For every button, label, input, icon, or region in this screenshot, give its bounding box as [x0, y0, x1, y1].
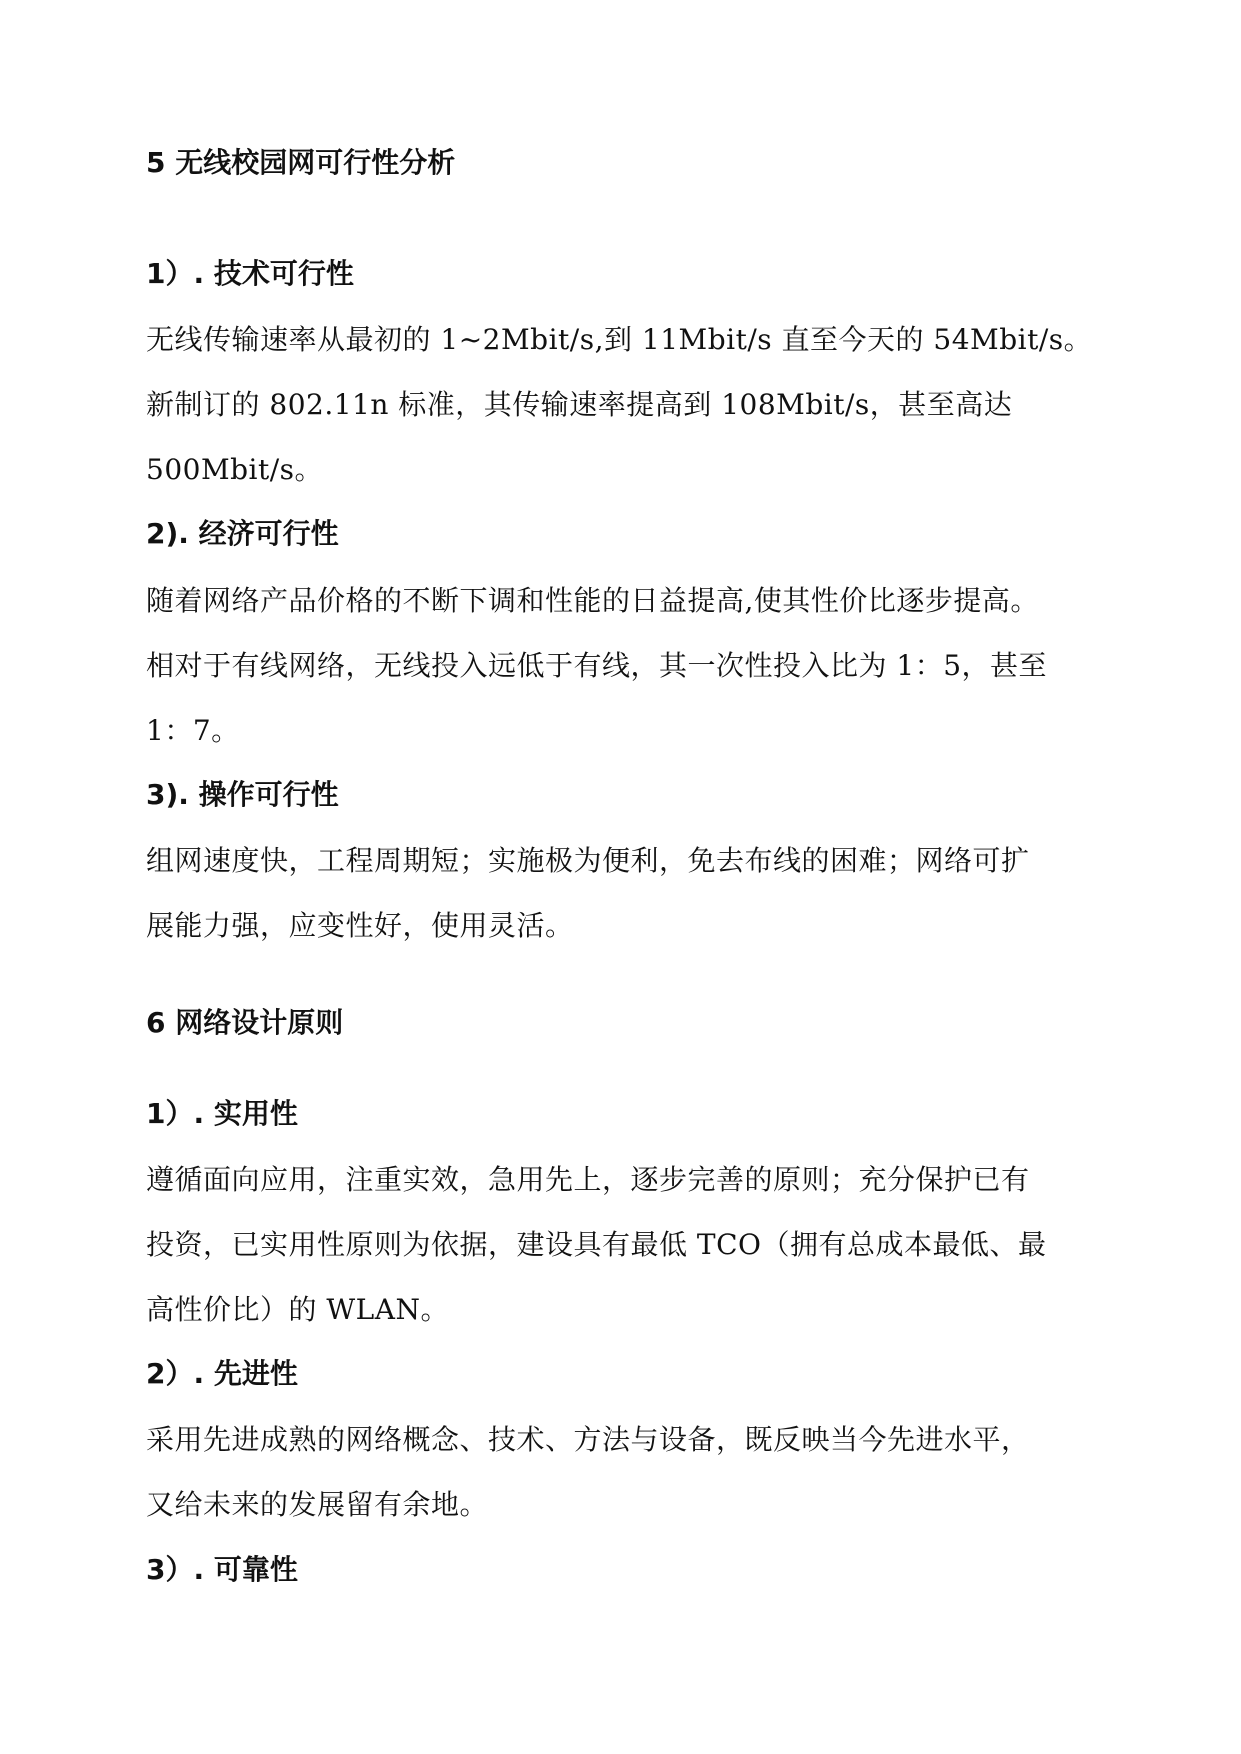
paragraph-line: 展能力强，应变性好，使用灵活。 — [146, 909, 574, 942]
section-6-item-1-heading: 1）. 实用性 — [146, 1097, 298, 1130]
section-5-item-3-heading: 3). 操作可行性 — [146, 778, 339, 811]
paragraph-line: 1：7。 — [146, 714, 240, 747]
section-6-item-3-heading: 3）. 可靠性 — [146, 1553, 298, 1586]
section-5-item-3-text — [146, 828, 1066, 958]
section-6-title: 6 网络设计原则 — [146, 1006, 344, 1039]
paragraph-line: 组网速度快，工程周期短；实施极为便利，免去布线的困难；网络可扩 — [146, 844, 1030, 877]
section-5-item-2-text — [146, 568, 1066, 763]
paragraph-line: 采用先进成熟的网络概念、技术、方法与设备，既反映当今先进水平， — [146, 1423, 1030, 1456]
paragraph-line: 相对于有线网络，无线投入远低于有线，其一次性投入比为 1：5，甚至 — [146, 649, 1048, 682]
section-6-item-2-heading: 2）. 先进性 — [146, 1357, 298, 1390]
section-5-item-1-heading: 1）. 技术可行性 — [146, 257, 354, 290]
paragraph-line: 新制订的 802.11n 标准，其传输速率提高到 108Mbit/s，甚至高达 — [146, 388, 1013, 421]
section-5-item-1-text — [146, 307, 1093, 502]
paragraph-line: 又给未来的发展留有余地。 — [146, 1488, 489, 1521]
paragraph-line: 投资，已实用性原则为依据，建设具有最低 TCO（拥有总成本最低、最 — [146, 1228, 1047, 1261]
paragraph-line: 无线传输速率从最初的 1~2Mbit/s,到 11Mbit/s 直至今天的 54Mbit/s。 — [146, 323, 1093, 356]
section-6-item-2-text — [146, 1407, 1066, 1537]
paragraph-line: 遵循面向应用，注重实效，急用先上，逐步完善的原则；充分保护已有 — [146, 1163, 1030, 1196]
paragraph-line: 高性价比）的 WLAN。 — [146, 1293, 449, 1326]
section-5-item-2-heading: 2). 经济可行性 — [146, 517, 339, 550]
paragraph-line: 随着网络产品价格的不断下调和性能的日益提高,使其性价比逐步提高。 — [146, 584, 1039, 617]
section-5-title: 5 无线校园网可行性分析 — [146, 146, 456, 179]
paragraph-line: 500Mbit/s。 — [146, 453, 324, 486]
section-6-item-1-text — [146, 1147, 1066, 1342]
